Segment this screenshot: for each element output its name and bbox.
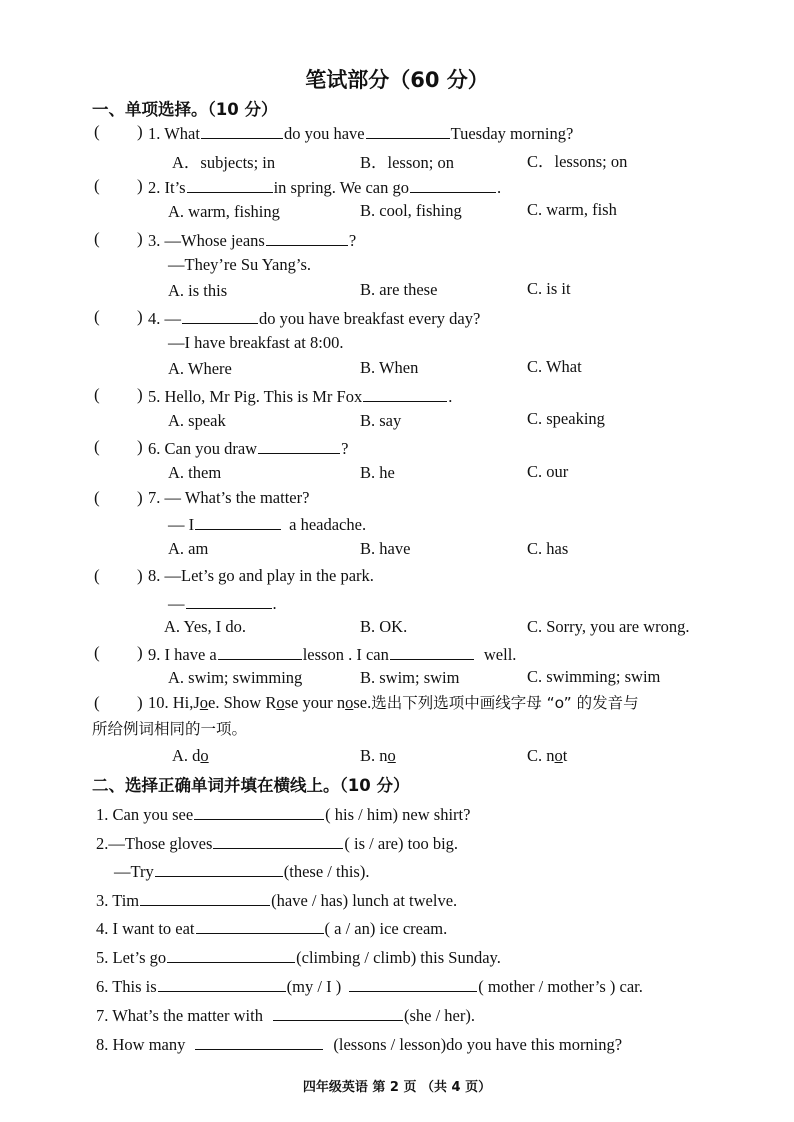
option-b: B. have [360,539,411,558]
answer-blank[interactable] [186,592,272,609]
answer-blank[interactable] [218,643,302,660]
question-text: 6. Can you draw ? [148,439,349,458]
answer-paren-close: ) [137,643,143,662]
question-instruction: 所给例词相同的一项。 [92,720,248,738]
option-a: A. am [168,539,209,558]
option-a: A. swim; swimming [168,668,303,687]
option-a: A. Yes, I do. [164,617,247,636]
section-2-heading: 二、选择正确单词并填在横线上。（10 分） [92,776,410,795]
option-b: B. When [360,358,419,377]
fill-item-2: 2.—Those gloves ( is / are) too big. [96,834,459,853]
option-b: B. swim; swim [360,668,460,687]
question-text: 5. Hello, Mr Pig. This is Mr Fox . [148,387,453,406]
answer-paren-open: ( [94,122,100,141]
answer-paren-open: ( [94,437,100,456]
answer-paren-open: ( [94,693,100,712]
option-a: A. speak [168,411,226,430]
question-dialogue-line: —I have breakfast at 8:00. [168,333,344,352]
answer-paren-open: ( [94,307,100,326]
answer-blank[interactable] [195,513,281,530]
question-text: 8. —Let’s go and play in the park. [148,566,374,585]
answer-blank[interactable] [349,975,477,992]
fill-item-3: 3. Tim (have / has) lunch at twelve. [96,891,458,910]
option-c: C. is it [527,279,571,298]
fill-item-7: 7. What’s the matter with (she / her). [96,1006,475,1025]
answer-blank[interactable] [155,860,283,877]
fill-item-5: 5. Let’s go (climbing / climb) this Sunday. [96,948,501,967]
answer-paren-open: ( [94,176,100,195]
option-a: A. warm, fishing [168,202,280,221]
fill-item-4: 4. I want to eat ( a / an) ice cream. [96,919,448,938]
option-c: C. warm, fish [527,200,617,219]
option-a: A. is this [168,281,228,300]
answer-blank[interactable] [366,122,450,139]
answer-paren-close: ) [137,693,143,712]
option-c: C. swimming; swim [527,667,661,686]
answer-paren-close: ) [137,566,143,585]
answer-paren-open: ( [94,566,100,585]
answer-paren-close: ) [137,437,143,456]
answer-blank[interactable] [158,975,286,992]
option-b: B. he [360,463,395,482]
page-title: 笔试部分（60 分） [305,68,489,92]
answer-blank[interactable] [201,122,283,139]
question-text: 1. What do you have Tuesday morning? [148,124,574,143]
section-1-heading: 一、单项选择。（10 分） [92,100,278,119]
answer-paren-open: ( [94,488,100,507]
answer-paren-close: ) [137,122,143,141]
answer-paren-close: ) [137,176,143,195]
answer-blank[interactable] [196,917,324,934]
answer-paren-open: ( [94,385,100,404]
option-c: C. speaking [527,409,605,428]
answer-blank[interactable] [194,803,324,820]
fill-item-1: 1. Can you see ( his / him) new shirt? [96,805,471,824]
answer-paren-open: ( [94,229,100,248]
question-text: 3. —Whose jeans ? [148,231,357,250]
option-c: C．lessons; on [527,152,628,171]
answer-blank[interactable] [410,176,496,193]
option-c: C. Sorry, you are wrong. [527,617,690,636]
question-dialogue-line: — I a headache. [168,515,367,534]
option-c: C. What [527,357,582,376]
answer-blank[interactable] [195,1033,323,1050]
answer-paren-close: ) [137,307,143,326]
answer-blank[interactable] [363,385,447,402]
question-text: 9. I have a lesson . I can well. [148,645,517,664]
answer-blank[interactable] [187,176,273,193]
question-text: 2. It’s in spring. We can go . [148,178,502,197]
answer-paren-close: ) [137,488,143,507]
option-b: B. OK. [360,617,408,636]
answer-blank[interactable] [273,1004,403,1021]
question-dialogue-line: —They’re Su Yang’s. [168,255,311,274]
option-a: A. them [168,463,222,482]
question-text: 10. Hi,Joe. Show Rose your nose.选出下列选项中画线字母 “o” 的发音与 [148,693,639,712]
answer-blank[interactable] [266,229,348,246]
answer-paren-close: ) [137,385,143,404]
answer-blank[interactable] [140,889,270,906]
fill-item-2-reply: —Try (these / this). [114,862,370,881]
answer-blank[interactable] [213,832,343,849]
option-b: B. say [360,411,402,430]
answer-blank[interactable] [182,307,258,324]
question-text: 7. — What’s the matter? [148,488,310,507]
answer-blank[interactable] [167,946,295,963]
option-b: B. no [360,746,396,765]
option-b: B．lesson; on [360,153,454,172]
option-a: A. Where [168,359,232,378]
answer-blank[interactable] [390,643,474,660]
option-b: B. cool, fishing [360,201,462,220]
fill-item-6: 6. This is (my / I ) ( mother / mother’s ) car. [96,977,643,996]
question-dialogue-line: — . [168,594,277,613]
answer-blank[interactable] [258,437,340,454]
answer-paren-open: ( [94,643,100,662]
option-c: C. not [527,746,568,765]
option-a: A. do [172,746,209,765]
question-text: 4. — do you have breakfast every day? [148,309,481,328]
option-b: B. are these [360,280,438,299]
option-c: C. our [527,462,569,481]
option-c: C. has [527,539,569,558]
answer-paren-close: ) [137,229,143,248]
page-footer: 四年级英语 第 2 页 （共 4 页） [302,1080,492,1095]
fill-item-8: 8. How many (lessons / lesson)do you have this morning? [96,1035,623,1054]
option-a: A．subjects; in [172,153,276,172]
